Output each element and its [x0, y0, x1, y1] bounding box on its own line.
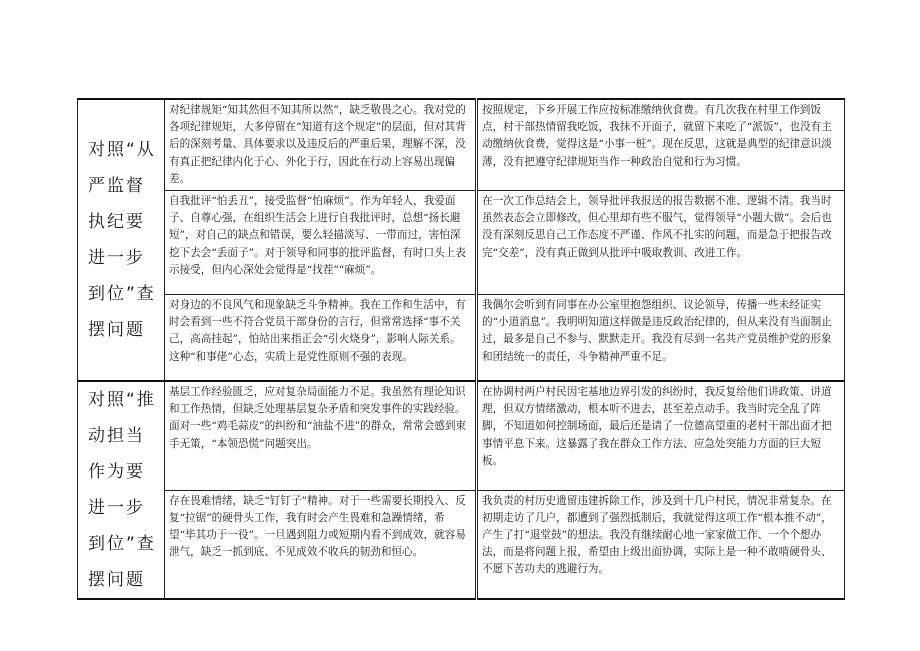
- category-cell: 对照“从严监督执纪要进一步到位”查摆问题: [78, 99, 165, 381]
- problem-cell: 存在畏难情绪，缺乏“钉钉子”精神。对于一些需要长期投入、反复“拉锯”的硬骨头工作，我有时会产生畏难和急躁情绪，希望“毕其功于一役”。一旦遇到阻力或短期内看不到成效，就容易泄气，缺乏一抓到底、不见成效不收兵的韧劲和恒心。: [165, 490, 477, 599]
- table-row: [78, 490, 845, 599]
- example-cell: 在协调村两户村民因宅基地边界引发的纠纷时，我反复给他们讲政策、讲道理，但双方情绪激动，根本听不进去，甚至差点动手。我当时完全乱了阵脚，不知道如何控制场面，最后还是请了一位德高望重的老村干部出面才把事情平息下来。这暴露了我在群众工作方法、应急处突能力方面的巨大短板。: [477, 381, 845, 490]
- example-cell: 在一次工作总结会上，领导批评我报送的报告数据不准、逻辑不清。我当时虽然表态会立即修改，但心里却有些不服气，觉得领导“小题大做”。会后也没有深刻反思自己工作态度不严谨、作风不扎实的问题，而是急于把报告改完“交差”，没有真正做到从批评中吸取教训、改进工作。: [477, 191, 845, 295]
- problem-cell: 自我批评“怕丢丑”，接受监督“怕麻烦”。作为年轻人，我爱面子、自尊心强，在组织生活会上进行自我批评时，总想“扬长避短”，对自己的缺点和错误，要么轻描淡写、一带而过，害怕深挖下去会“丢面子”。对于领导和同事的批评监督，有时口头上表示接受，但内心深处会觉得是“找茬”“麻烦”。: [165, 191, 477, 295]
- example-cell: 我偶尔会听到有同事在办公室里抱怨组织、议论领导，传播一些未经证实的“小道消息”。我明明知道这样做是违反政治纪律的，但从来没有当面制止过，最多是自己不参与、默默走开。我没有尽到一名共产党员维护党的形象和团结统一的责任，斗争精神严重不足。: [477, 295, 845, 382]
- table-row: [78, 99, 845, 191]
- example-cell: 我负责的村历史遗留违建拆除工作，涉及到十几户村民，情况非常复杂。在初期走访了几户，都遭到了强烈抵制后，我就觉得这项工作“根本推不动”，产生了打“退堂鼓”的想法。我没有继续耐心地一家家做工作、一个个想办法，而是将问题上报，希望由上级出面协调，实际上是一种不敢啃硬骨头、不愿下苦功夫的逃避行为。: [477, 490, 845, 599]
- problem-cell: 基层工作经验匮乏，应对复杂局面能力不足。我虽然有理论知识和工作热情，但缺乏处理基层复杂矛盾和突发事件的实践经验。面对一些“鸡毛蒜皮”的纠纷和“油盐不进”的群众，常常会感到束手无策，“本领恐慌”问题突出。: [165, 381, 477, 490]
- self-review-table: [77, 98, 845, 600]
- problem-cell: 对纪律规矩“知其然但不知其所以然”，缺乏敬畏之心。我对党的各项纪律规矩，大多停留在“知道有这个规定”的层面，但对其背后的深刻考量、具体要求以及违反后的严重后果，理解不深，没有真正把纪律内化于心、外化于行，因此在行动上容易出现偏差。: [165, 99, 477, 191]
- table-row: [78, 191, 845, 295]
- table-row: [78, 295, 845, 382]
- table-row: [78, 381, 845, 490]
- problem-cell: 对身边的不良风气和现象缺乏斗争精神。我在工作和生活中，有时会看到一些不符合党员干部身份的言行，但常常选择“事不关己，高高挂起”，怕站出来指正会“引火烧身”，影响人际关系。这种“和事佬”心态，实质上是党性原则不强的表现。: [165, 295, 477, 382]
- example-cell: 按照规定，下乡开展工作应按标准缴纳伙食费。有几次我在村里工作到饭点，村干部热情留我吃饭，我抹不开面子，就留下来吃了“派饭”，也没有主动缴纳伙食费，觉得这是“小事一桩”。现在反思，这就是典型的纪律意识淡薄，没有把遵守纪律规矩当作一种政治自觉和行为习惯。: [477, 99, 845, 191]
- category-cell: 对照“推动担当作为要进一步到位”查摆问题: [78, 381, 165, 599]
